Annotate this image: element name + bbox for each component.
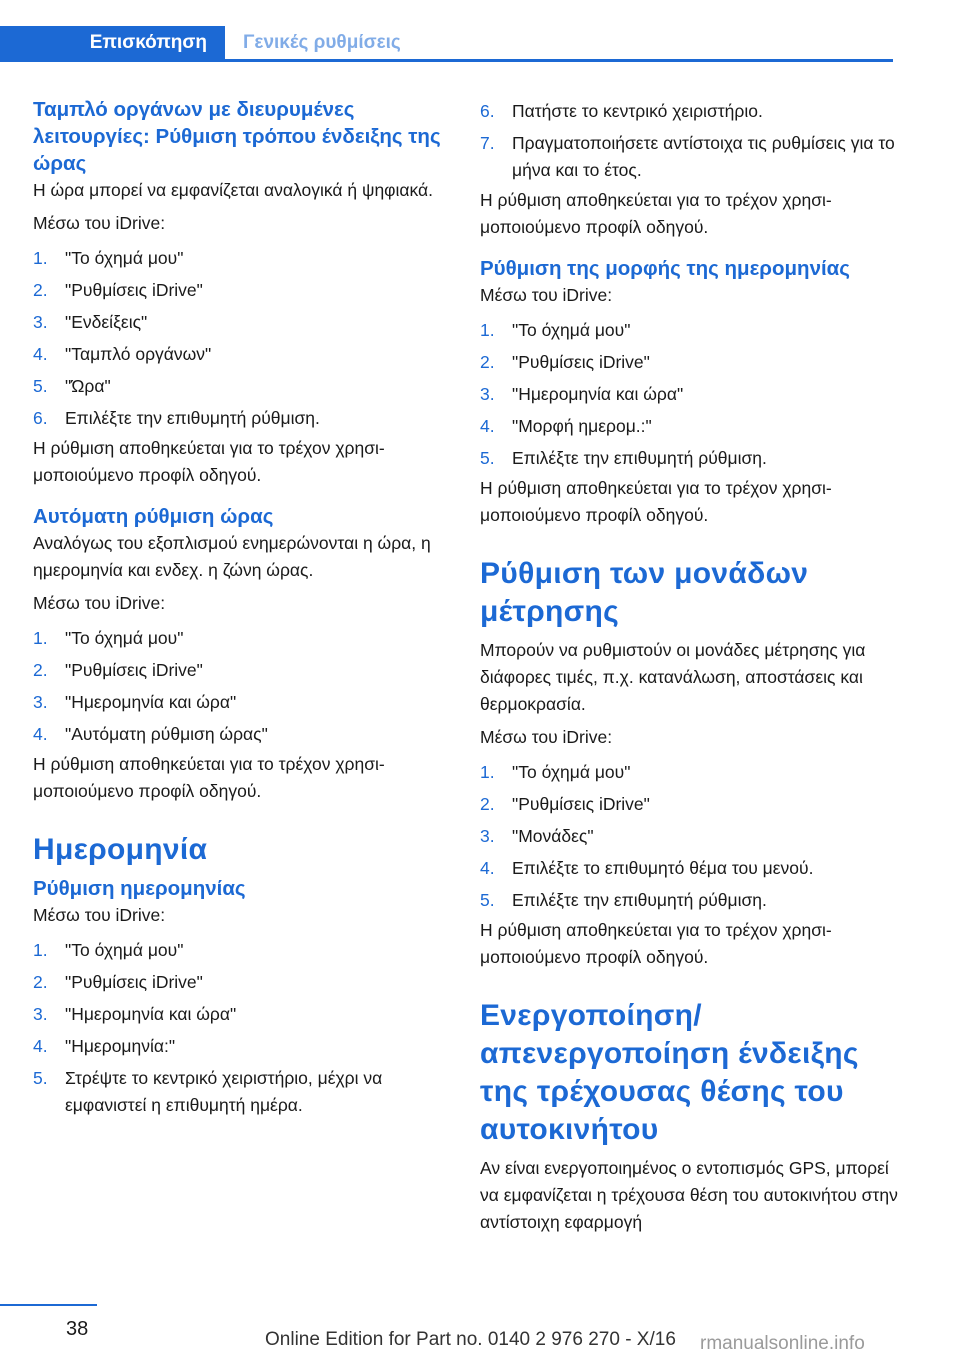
step-text: Στρέψτε το κεντρικό χειριστήριο, μέχρι να εμφανιστεί η επιθυμητή ημέρα. — [65, 1068, 383, 1115]
section-heading-units: Ρύθμιση των μονάδων μέτρησης — [480, 557, 809, 628]
step-text: "Ρυθμίσεις iDrive" — [65, 660, 203, 680]
step-number: 1. — [480, 762, 495, 782]
page-number: 38 — [66, 1318, 89, 1340]
list-item — [480, 789, 898, 821]
list-item — [480, 96, 898, 128]
list-item — [33, 275, 451, 307]
list-item — [480, 885, 898, 917]
step-text: "Μορφή ημερομ.:" — [512, 416, 652, 436]
step-number: 6. — [480, 101, 495, 121]
step-text: "Ρυθμίσεις iDrive" — [65, 280, 203, 300]
note-text: Η ρύθμιση αποθηκεύεται για το τρέχον χρησιμοποιούμενο προφίλ οδηγού. — [480, 478, 832, 525]
via-idrive-label: Μέσω του iDrive: — [33, 213, 166, 233]
note-text: Η ρύθμιση αποθηκεύεται για το τρέχον χρησιμοποιούμενο προφίλ οδηγού. — [480, 920, 832, 967]
step-number: 3. — [33, 1004, 48, 1024]
step-text: Επιλέξτε την επιθυμητή ρύθμιση. — [512, 890, 767, 910]
step-text: "Ταμπλό οργάνων" — [65, 344, 212, 364]
steps-list — [33, 243, 451, 435]
list-item — [480, 443, 898, 475]
step-number: 5. — [480, 448, 495, 468]
right-column — [480, 96, 898, 1236]
step-number: 4. — [33, 724, 48, 744]
steps-list — [33, 935, 451, 1122]
step-text: "Ρυθμίσεις iDrive" — [512, 794, 650, 814]
tab-overview-label: Επισκόπηση — [89, 32, 207, 53]
step-number: 2. — [480, 794, 495, 814]
list-item — [480, 853, 898, 885]
section-heading-date: Ημερομηνία — [33, 833, 208, 866]
list-item — [33, 935, 451, 967]
step-number: 1. — [33, 628, 48, 648]
step-text: "Ώρα" — [65, 376, 111, 396]
step-number: 6. — [33, 408, 48, 428]
watermark: rmanualsonline.info — [700, 1333, 865, 1354]
section-title-date-format: Ρύθμιση της μορφής της ημερομηνίας — [480, 257, 850, 280]
list-item — [33, 307, 451, 339]
step-number: 3. — [480, 384, 495, 404]
list-item — [33, 339, 451, 371]
step-number: 4. — [480, 416, 495, 436]
step-text: Πατήστε το κεντρικό χειριστήριο. — [512, 101, 763, 121]
list-item — [33, 655, 451, 687]
body-text: Μπορούν να ρυθμιστούν οι μονάδες μέτρησης για διάφορες τιμές, π.χ. κατανάλωση, αποστάσεις και θερμοκρασία. — [480, 640, 866, 714]
body-text: Αναλόγως του εξοπλισμού ενημερώνονται η ώρα, η ημερομηνία και ενδεχ. η ζώνη ώρας. — [33, 533, 431, 580]
section-title-auto-time: Αυτόματη ρύθμιση ώρας — [33, 505, 274, 528]
via-idrive-label: Μέσω του iDrive: — [480, 727, 613, 747]
list-item — [480, 347, 898, 379]
list-item — [480, 128, 898, 187]
step-number: 2. — [33, 280, 48, 300]
step-number: 4. — [33, 1036, 48, 1056]
list-item — [480, 379, 898, 411]
step-number: 4. — [480, 858, 495, 878]
steps-list — [480, 315, 898, 475]
body-text: Η ώρα μπορεί να εμφανίζεται αναλογικά ή ψηφιακά. — [33, 180, 434, 200]
step-text: "Ημερομηνία:" — [65, 1036, 176, 1056]
section-title-clock-display: Ταμπλό οργάνων με διευρυμένες λειτουργίες: Ρύθμιση τρόπου ένδειξης της ώρας — [33, 98, 441, 175]
list-item — [480, 821, 898, 853]
list-item — [33, 967, 451, 999]
section-heading-current-position: Ενεργοποίηση/ απενεργοποίηση ένδειξης της τρέχουσας θέσης του αυτοκινήτου — [480, 999, 859, 1146]
step-number: 7. — [480, 133, 495, 153]
note-text: Η ρύθμιση αποθηκεύεται για το τρέχον χρησιμοποιούμενο προφίλ οδηγού. — [480, 190, 832, 237]
list-item — [480, 411, 898, 443]
list-item — [33, 999, 451, 1031]
body-text: Αν είναι ενεργοποιημένος ο εντοπισμός GPS, μπορεί να εμφανίζεται η τρέχουσα θέση του αυτοκινήτου στην αντίστοιχη εφαρμογή — [480, 1158, 898, 1232]
step-number: 4. — [33, 344, 48, 364]
via-idrive-label: Μέσω του iDrive: — [33, 905, 166, 925]
via-idrive-label: Μέσω του iDrive: — [33, 593, 166, 613]
step-text: Επιλέξτε την επιθυμητή ρύθμιση. — [65, 408, 320, 428]
list-item — [33, 687, 451, 719]
section-title-set-date: Ρύθμιση ημερομηνίας — [33, 877, 246, 900]
step-number: 1. — [480, 320, 495, 340]
step-text: "Αυτόματη ρύθμιση ώρας" — [65, 724, 268, 744]
steps-list — [480, 96, 898, 187]
edition-text: Online Edition for Part no. 0140 2 976 270 - X/16 — [265, 1329, 676, 1350]
step-number: 3. — [480, 826, 495, 846]
tab-overview[interactable] — [0, 26, 225, 60]
step-number: 1. — [33, 248, 48, 268]
step-number: 1. — [33, 940, 48, 960]
list-item — [33, 719, 451, 751]
step-number: 5. — [480, 890, 495, 910]
step-text: "Ημερομηνία και ώρα" — [65, 1004, 237, 1024]
tab-general-settings-label: Γενικές ρυθμίσεις — [243, 32, 401, 53]
tab-general-settings[interactable] — [243, 26, 401, 60]
list-item — [33, 1031, 451, 1063]
step-text: Πραγματοποιήσετε αντίστοιχα τις ρυθμίσεις για το μήνα και το έτος. — [512, 133, 895, 180]
step-number: 5. — [33, 1068, 48, 1088]
step-number: 3. — [33, 692, 48, 712]
steps-list — [480, 757, 898, 917]
step-text: "Το όχημά μου" — [512, 762, 631, 782]
list-item — [33, 403, 451, 435]
list-item — [33, 371, 451, 403]
step-text: "Ρυθμίσεις iDrive" — [512, 352, 650, 372]
step-number: 2. — [33, 660, 48, 680]
list-item — [33, 243, 451, 275]
list-item — [33, 623, 451, 655]
list-item — [480, 315, 898, 347]
list-item — [33, 1063, 451, 1122]
step-text: "Ενδείξεις" — [65, 312, 148, 332]
steps-list — [33, 623, 451, 751]
step-text: Επιλέξτε το επιθυμητό θέμα του μενού. — [512, 858, 814, 878]
list-item — [480, 757, 898, 789]
step-number: 3. — [33, 312, 48, 332]
step-text: "Ημερομηνία και ώρα" — [512, 384, 684, 404]
step-text: Επιλέξτε την επιθυμητή ρύθμιση. — [512, 448, 767, 468]
left-column — [33, 96, 451, 1122]
step-text: "Ρυθμίσεις iDrive" — [65, 972, 203, 992]
footer-divider — [0, 1304, 97, 1306]
step-text: "Ημερομηνία και ώρα" — [65, 692, 237, 712]
header-bar — [0, 26, 893, 60]
step-text: "Το όχημά μου" — [65, 940, 184, 960]
note-text: Η ρύθμιση αποθηκεύεται για το τρέχον χρησιμοποιούμενο προφίλ οδηγού. — [33, 438, 385, 485]
step-number: 2. — [480, 352, 495, 372]
header-divider — [0, 59, 893, 62]
step-number: 2. — [33, 972, 48, 992]
step-text: "Το όχημά μου" — [65, 628, 184, 648]
step-text: "Το όχημά μου" — [512, 320, 631, 340]
step-text: "Το όχημά μου" — [65, 248, 184, 268]
via-idrive-label: Μέσω του iDrive: — [480, 285, 613, 305]
step-number: 5. — [33, 376, 48, 396]
step-text: "Μονάδες" — [512, 826, 594, 846]
note-text: Η ρύθμιση αποθηκεύεται για το τρέχον χρησιμοποιούμενο προφίλ οδηγού. — [33, 754, 385, 801]
